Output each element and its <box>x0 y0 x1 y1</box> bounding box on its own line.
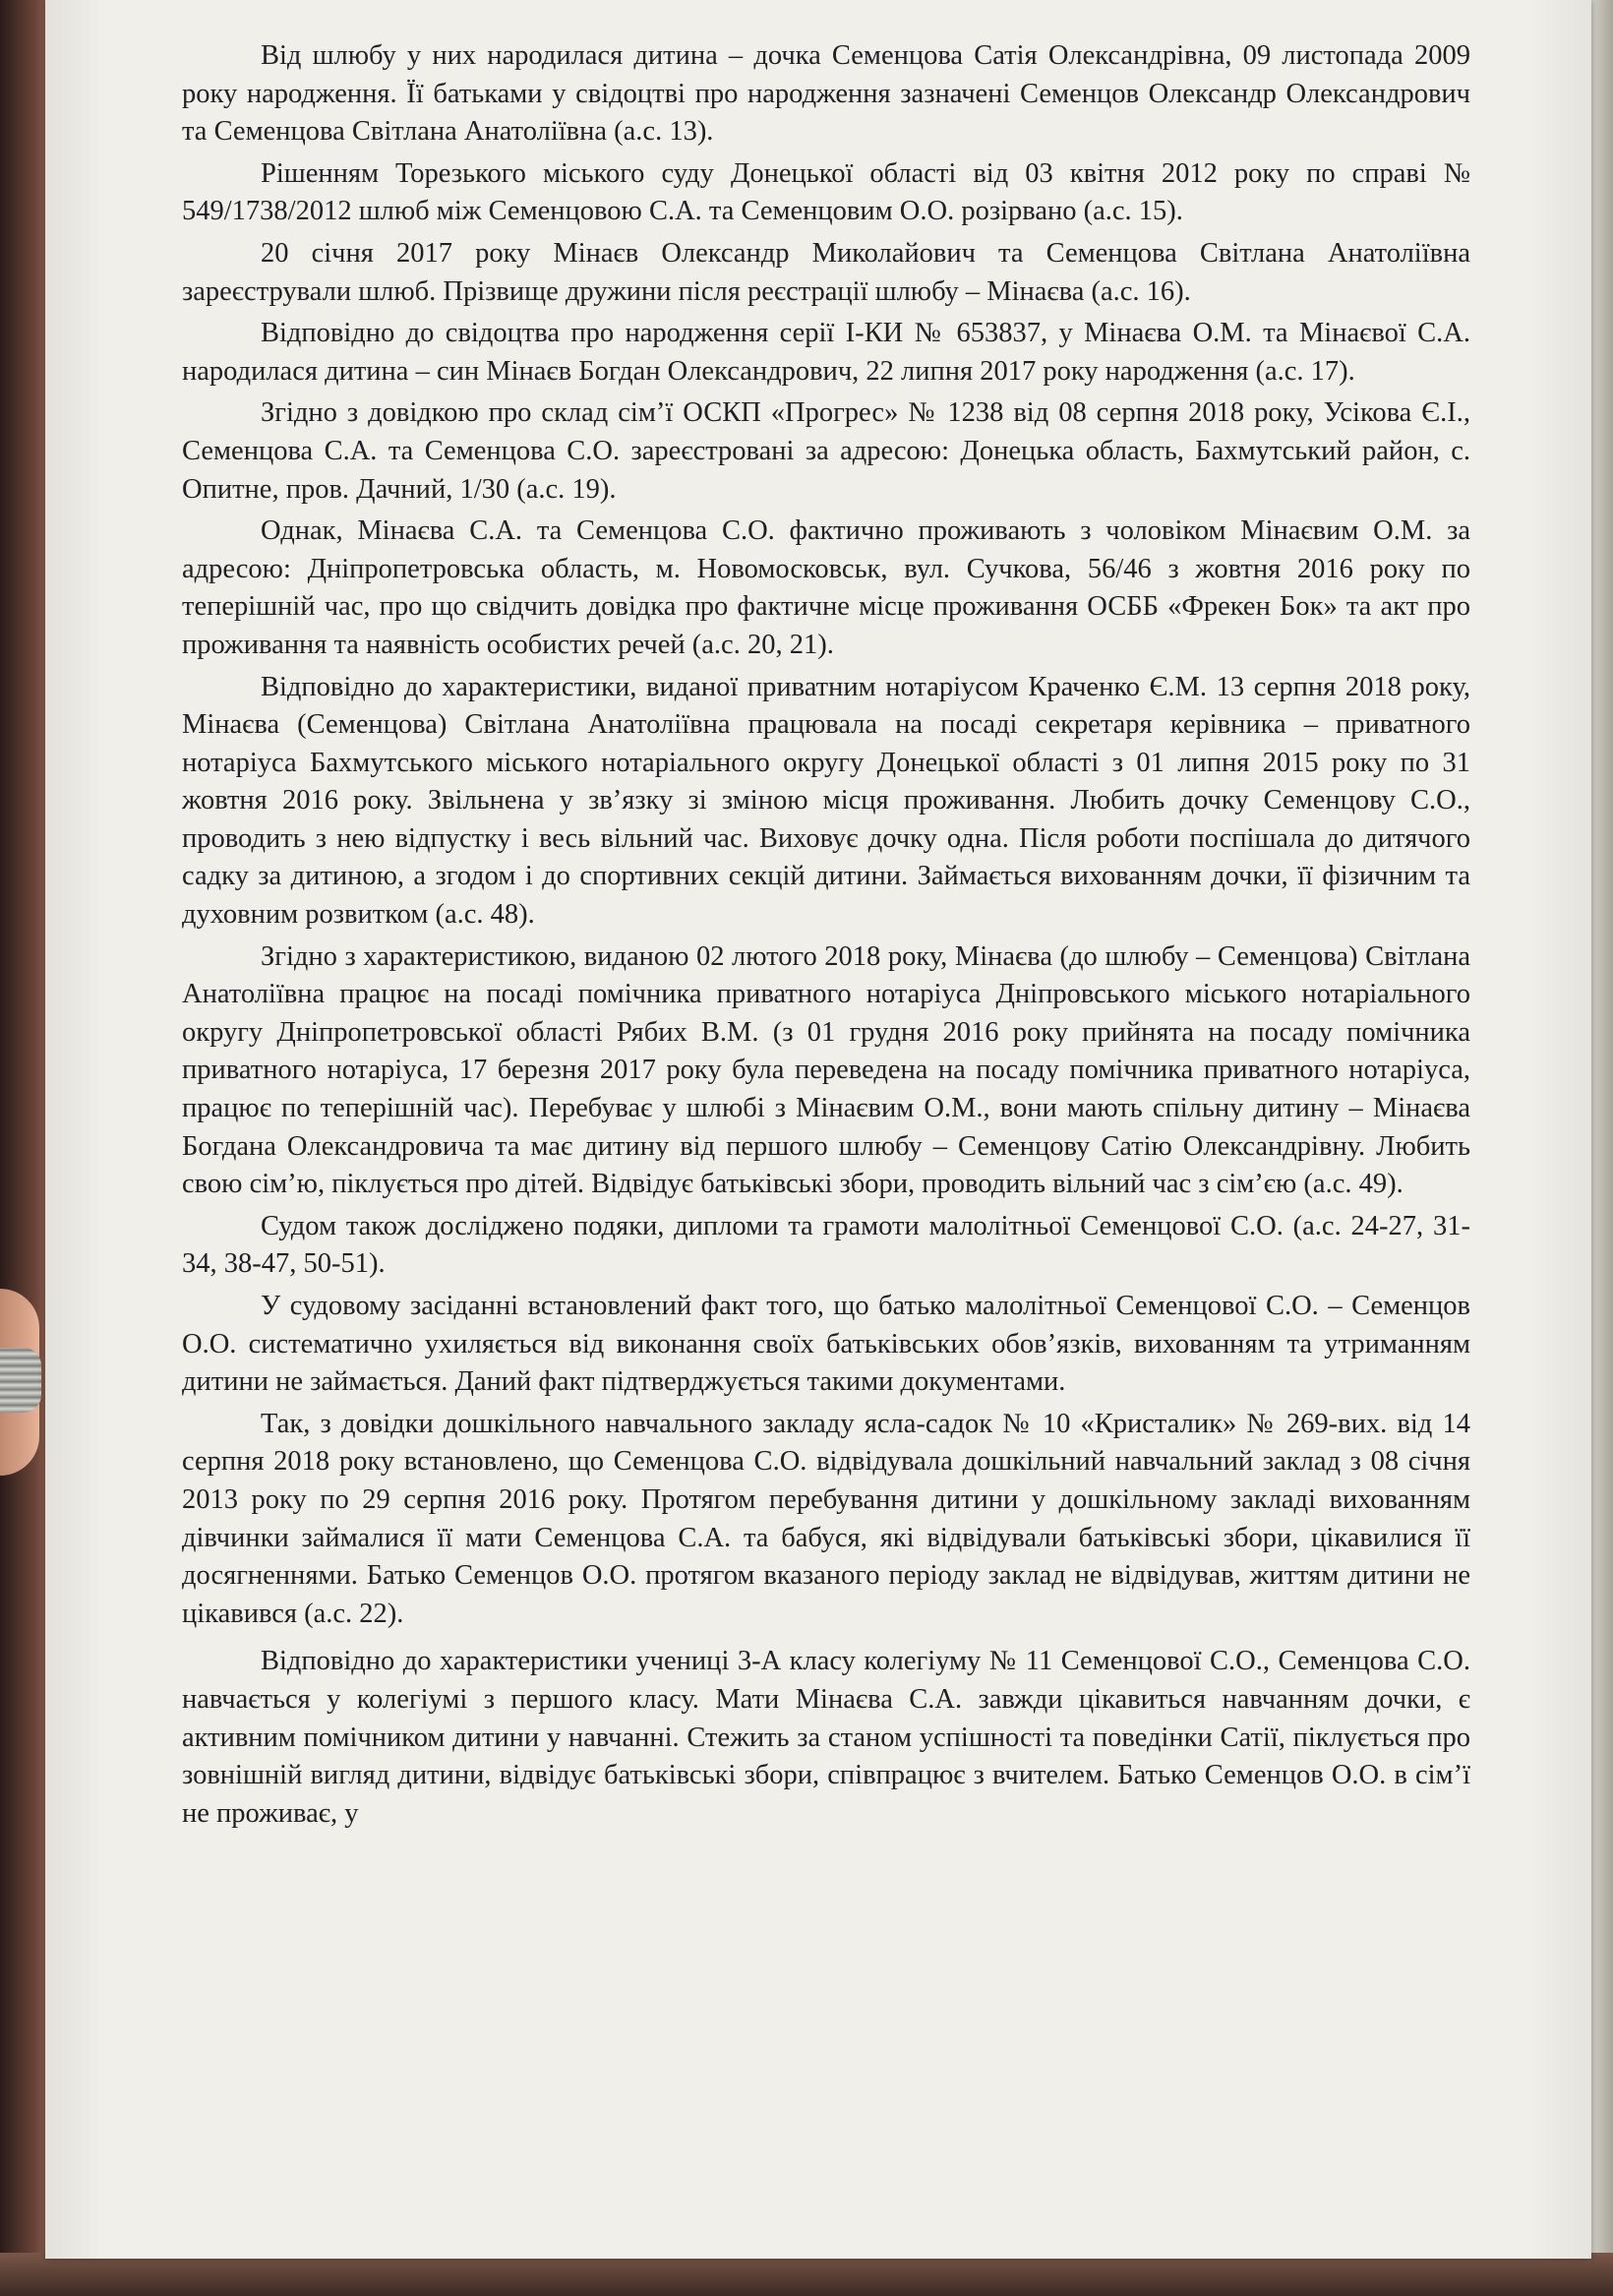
document-body <box>182 37 1470 1837</box>
paragraph-notary-reference-2018-08: Відповідно до характеристики, виданої приватним нотаріусом Краченко Є.М. 13 серпня 2018 року, Мінаєва (Семенцова) Світлана Анатоліївна працювала на посаді секретаря керівника – приватного нотаріуса Бахмутського міського нотаріального округу Донецької області з 01 липня 2015 року по 31 жовтня 2016 року. Звільнена у зв’язку зі зміною місця проживання. Любить дочку Семенцову С.О., проводить з нею відпустку і весь вільний час. Виховує дочку одна. Після роботи поспішала до дитячого садку за дитиною, а згодом і до спортивних секцій дитини. Займається вихованням дочки, її фізичним та духовним розвитком (а.с. 48). <box>182 671 1470 931</box>
finger-ring <box>0 1348 41 1413</box>
paragraph-actual-residence: Однак, Мінаєва С.А. та Семенцова С.О. фактично проживають з чоловіком Мінаєвим О.М. за адресою: Дніпропетровська область, м. Новомосковськ, вул. Сучкова, 56/46 з жовтня 2016 року по теперішній час, про що свідчить довідка про фактичне місце проживання ОСББ «Фрекен Бок» та акт про проживання та наявність особистих речей (а.с. 20, 21). <box>182 515 1470 660</box>
paragraph-awards: Судом також досліджено подяки, дипломи та грамоти малолітньої Семенцової С.О. (а.с. 24-27, 31-34, 38-47, 50-51). <box>182 1210 1470 1280</box>
paragraph-son-birth: Відповідно до свідоцтва про народження серії І-КИ № 653837, у Мінаєва О.М. та Мінаєвої С.А. народилася дитина – син Мінаєв Богдан Олександрович, 22 липня 2017 року народження (а.с. 17). <box>182 318 1470 387</box>
paragraph-marriage-registration: 20 січня 2017 року Мінаєв Олександр Миколайович та Семенцова Світлана Анатоліївна зареєстрували шлюб. Прізвище дружини після реєстрації шлюбу – Мінаєва (а.с. 16). <box>182 237 1470 307</box>
background-bottom <box>0 2253 1613 2296</box>
paragraph-child-birth: Від шлюбу у них народилася дитина – дочка Семенцова Сатія Олександрівна, 09 листопада 2009 року народження. Її батьками у свідоцтві про народження зазначені Семенцов Олександр Олександрович та Семенцова Світлана Анатоліївна (а.с. 13). <box>182 40 1470 148</box>
paragraph-school-reference: Відповідно до характеристики учениці 3-А класу колегіуму № 11 Семенцової С.О., Семенцова С.О. навчається у колегіумі з першого класу. Мати Мінаєва С.А. завжди цікавиться навчанням дочки, є активним помічником дитини у навчанні. Стежить за станом успішності та поведінки Сатії, піклується про зовнішній вигляд дитини, відвідує батьківські збори, співпрацює з вчителем. Батько Семенцов О.О. в сім’ї не проживає, у <box>182 1646 1470 1829</box>
paragraph-father-evasion: У судовому засіданні встановлений факт того, що батько малолітньої Семенцової С.О. – Семенцов О.О. систематично ухиляється від виконання своїх батьківських обов’язків, вихованням та утриманням дитини не займається. Даний факт підтверджується такими документами. <box>182 1291 1470 1398</box>
paragraph-kindergarten-reference: Так, з довідки дошкільного навчального закладу ясла-садок № 10 «Кристалик» № 269-вих. від 14 серпня 2018 року встановлено, що Семенцова С.О. відвідувала дошкільний навчальний заклад з 08 січня 2013 року по 29 серпня 2016 року. Протягом перебування дитини у дошкільному закладі вихованням дівчинки займалися її мати Семенцова С.А. та бабуся, які відвідували батьківські збори, цікавилися її досягненнями. Батько Семенцов О.О. протягом вказаного періоду заклад не відвідував, життям дитини не цікавився (а.с. 22). <box>182 1408 1470 1629</box>
paragraph-divorce-ruling: Рішенням Торезького міського суду Донецької області від 03 квітня 2012 року по справі № 549/1738/2012 шлюб між Семенцовою С.А. та Семенцовим О.О. розірвано (а.с. 15). <box>182 157 1470 227</box>
paragraph-notary-reference-2018-02: Згідно з характеристикою, виданою 02 лютого 2018 року, Мінаєва (до шлюбу – Семенцова) Світлана Анатоліївна працює на посаді помічника приватного нотаріуса Дніпровського міського нотаріального округу Дніпропетровської області Рябих В.М. (з 01 грудня 2016 року прийнята на посаду помічника приватного нотаріуса, 17 березня 2017 року була переведена на посаду помічника приватного нотаріуса, працює по теперішній час). Перебуває у шлюбі з Мінаєвим О.М., вони мають спільну дитину – Мінаєва Богдана Олександровича та має дитину від першого шлюбу – Семенцову Сатію Олександрівну. Любить свою сім’ю, піклується про дітей. Відвідує батьківські збори, проводить вільний час з сім’єю (а.с. 49). <box>182 940 1470 1200</box>
paragraph-family-composition: Згідно з довідкою про склад сім’ї ОСКП «Прогрес» № 1238 від 08 серпня 2018 року, Усікова Є.І., Семенцова С.А. та Семенцова С.О. зареєстровані за адресою: Донецька область, Бахмутський район, с. Опитне, пров. Дачний, 1/30 (а.с. 19). <box>182 397 1470 505</box>
